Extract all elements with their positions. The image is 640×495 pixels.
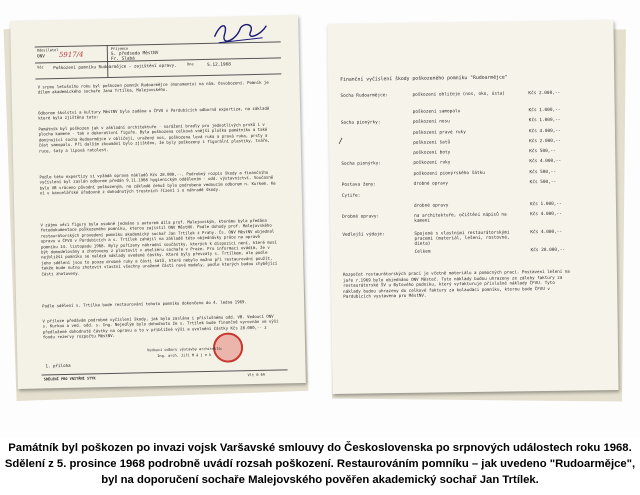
cost-row-group: Postava ženy:: [341, 182, 377, 188]
to-value-2: Fr. Slabá: [110, 56, 135, 62]
cost-row-item: poškození pravé ruky: [412, 130, 466, 136]
right-document: [327, 20, 618, 394]
cost-row-item: poškození pionýrského šátku: [413, 170, 485, 177]
cost-row-amount: Kčs 1.000,--: [528, 107, 561, 114]
paragraph-2: Odborem školství a kultury MěstNV byla zadána u ČFVU v Pardubicích odborná expertiza, na základě které byla zjištěna tato:: [38, 105, 270, 121]
caption-line-2: Sdělení z 5. prosince 1968 podrobně uvádí rozsah poškození. Restaurováním pomníku – jak uvedeno "Rudoarmějce",: [4, 458, 636, 470]
cost-row-group: Vedlejší výdaje:: [342, 232, 385, 238]
date-label: Dne: [187, 62, 194, 67]
cost-row-group: Cytiře:: [341, 193, 361, 199]
right-doc-title: Finanční vyčíslení škody poškozeného pomníku "Rudoarmějce": [340, 75, 508, 83]
caption: [0, 440, 640, 488]
cost-row-amount: Kčs 4.000,--: [530, 229, 563, 236]
paragraph-5: V zájmu věci figury byla osobně jednáno s autorem díla prof. Malejovským, kterému byla předána fotodokumentace poškozeného pomníku, kterou zajistil ONV MěstNV. Podle dohody prof. Malejovského restaurátorských provedení pomníku akademický sochař Jan Trtílek z Prahy. Čs. ONV MěstNV objednal opravu u ČFVU v Pardubicích a s. Trtílek zahájil na základě této objednávky práce na opravě pomníku 14. listopadu 1968. Byly pořízeny náhradní součástky, kterých k dispozici není, které musí být domodelovány a zhotoveny z plastovit v ateliéru sochaře v Praze. Pro informaci uvádím, že v nejbližší pomníku se nalézá náklady uvedené částky. Které byly převzaty s. Trtílkem, ale podle jeho sdělení jsou to pouze drobné ruky a části šatů, které nebylo možno při restaurování použít, takže bude nutno zhotovit vlastní všechny uražené části nové modely, podle kterých budou chybějící části zhotoveny.: [40, 217, 278, 277]
cost-row-amount: Kčs 500,--: [529, 169, 556, 176]
cost-row-item: [414, 191, 514, 192]
cost-row-item: poškození samopalu: [412, 109, 461, 115]
cost-row-group: Socha pionýrky:: [341, 161, 382, 167]
subject-label: Věc: [37, 65, 44, 70]
cost-row-group: Socha Rudoarmějce:: [340, 93, 389, 99]
cost-row-amount: Kčs 2.000,--: [529, 138, 561, 145]
cost-row-item: na architektuře, očištění nápisů na kameni: [414, 212, 507, 224]
cost-row-amount: Kčs 4.000,--: [528, 128, 561, 135]
cost-row-item: poškození nosu: [412, 119, 450, 125]
paragraph-1: V srpnu letošního roku byl poškozen pomník Rudoarmějce (monumentu) na nám. Osvobození. Pomník je dílem akademického sochaře Jana Trtílka, Malejovského.: [37, 79, 269, 95]
left-document: [10, 15, 306, 389]
attachment-note: 1. příloha: [45, 362, 71, 369]
to-label: Příjemce: [110, 46, 129, 51]
cost-row-item: poškození šatů: [413, 140, 451, 146]
cost-row-amount: Kčs 1.000,--: [529, 201, 562, 208]
subject-value: Poškození pomníku Rudoarmějce - zajištění opravy.: [53, 62, 177, 71]
cost-row-amount: Kčs 1.000,--: [528, 117, 561, 124]
right-doc-note: Rozpočet restaurátorských prací je včetně materiálu a pomocných prací. Postavení lešení na jaře r.1969 bylo objednáno ONV Městeč. Tyto náklady budou uhrazeny ze zálohy faktury za restaurátorské ŠV u Bytového podniku, který vyfakturuje příslušné náklady ČFVU. Tyto náklady budou uhrazeny do celkové faktury za kolaudaci pomníku, kterou bude ČFVU v Pardubicích vystavena pro MěstNV.: [342, 268, 570, 300]
cost-row-amount: Kčs 28.000,--: [530, 247, 566, 254]
signature-name: Ing. arch. Jiří M á j e k: [157, 352, 212, 359]
cost-row-item: poškození boty: [413, 150, 451, 156]
cost-row-amount: Kčs 500,--: [529, 179, 557, 186]
paragraph-3: Památník byl poškozen jak v základní architektuře - narážení bradly pro jednotlivých prvků i v plocha kamene - tak v dekorativní figuře. Byla poškozena celková vnější ploška památníku a také dominující socha Rudoarmějce v obličeji, uražený nos, poškozena levá ruka a pravá ruka, prsty a část samopalu. Při dalším zkoumání bylo zjištěno, že byly poškozeny i figurální plastiky, tváře, ruce, šaty a lipová ratolest.: [38, 121, 270, 154]
paragraph-7: V příloze předávám podrobné vyčíslení škody, jak byla zaslána i příslušnému odd. VB. Vedoucí ONV s. Kurkou a ved. odd. s. Ing. Nejedlým bylo dohodnuto že s. Trtílek bude finančně vyrovnán ve výši předložené dohodnuté částky na opravu a to v přibližné výši a uvolnění částky Kčs 28.000,-- z fondu rezervy rozpočtu MěstNV.: [42, 313, 279, 340]
cost-row-item: drobné opravy: [413, 181, 449, 187]
cost-row-amount: Kčs 500,--: [529, 148, 556, 155]
handwritten-mark: [337, 136, 345, 146]
date-value: 5.12.1968: [207, 62, 231, 68]
handwritten-signature-top: [210, 18, 271, 47]
handwritten-number: 5917/4: [58, 50, 84, 60]
paragraph-6: Podle sdělení s. Trtílka bude restaurování tohoto pomníku dokončeno do 4. ledna 1969.: [42, 299, 247, 309]
cost-row-item: Spojené s vlastními restaurátorskými pracemi (materiál, lešení, rostovné, dieta): [414, 230, 510, 247]
cost-row-item: drobné opravy: [413, 203, 449, 209]
cost-row-amount: Kčs 4.000,--: [529, 158, 562, 165]
cost-row-item: Celkem: [414, 249, 431, 255]
cost-row-amount: Kčs 2.000,--: [528, 90, 561, 97]
caption-line-1: Památník byl poškozen po invazi vojsk Varšavské smlouvy do Československa po srpnových událostech roku 1968.: [8, 442, 632, 454]
cost-row-amount: Kčs 4.000,--: [530, 211, 562, 218]
to-value-1: S. předseda MěstNV: [110, 50, 159, 57]
cost-row-item: poškození obličeje (nos, oko, ústa): [412, 91, 505, 98]
paragraph-4: Podle této expertizy si vyžádá oprava nákladů Kčs 28.000,--. Podrobný rozpis škody a finančního vyčíslení byl zaslán odborem předán 9.11.1968 hygienickým oddělením - odd. výstavnictví. Současně bylo VB vráceno původní poškozeným, na základě čehož byla podrobena vedoucím odborem n. Kurkem. Ke ní v kancelářské úřadovně z dohodnutých trestních řízení i o náhradě škody.: [39, 169, 276, 196]
cost-row-group: Drobné opravy:: [342, 214, 380, 220]
footer-right: Vlt 0 69: [247, 372, 265, 378]
signature-title: Vedoucí odboru výstavby architekta:: [147, 346, 223, 353]
from-label: Odesílatel: [36, 48, 59, 53]
header-rule-bottom: [35, 73, 281, 79]
footer-left: SDĚLENÍ PRO VNITŘNÍ STYK: [43, 376, 96, 382]
caption-line-3: byl na doporučení sochaře Malejovského pověřen akademický sochař Jan Trtílek.: [101, 474, 539, 486]
cost-row-group: Socha pionýrky:: [340, 120, 381, 126]
cost-row-item: poškození ruky: [413, 160, 451, 166]
from-value: ONV: [36, 54, 45, 60]
